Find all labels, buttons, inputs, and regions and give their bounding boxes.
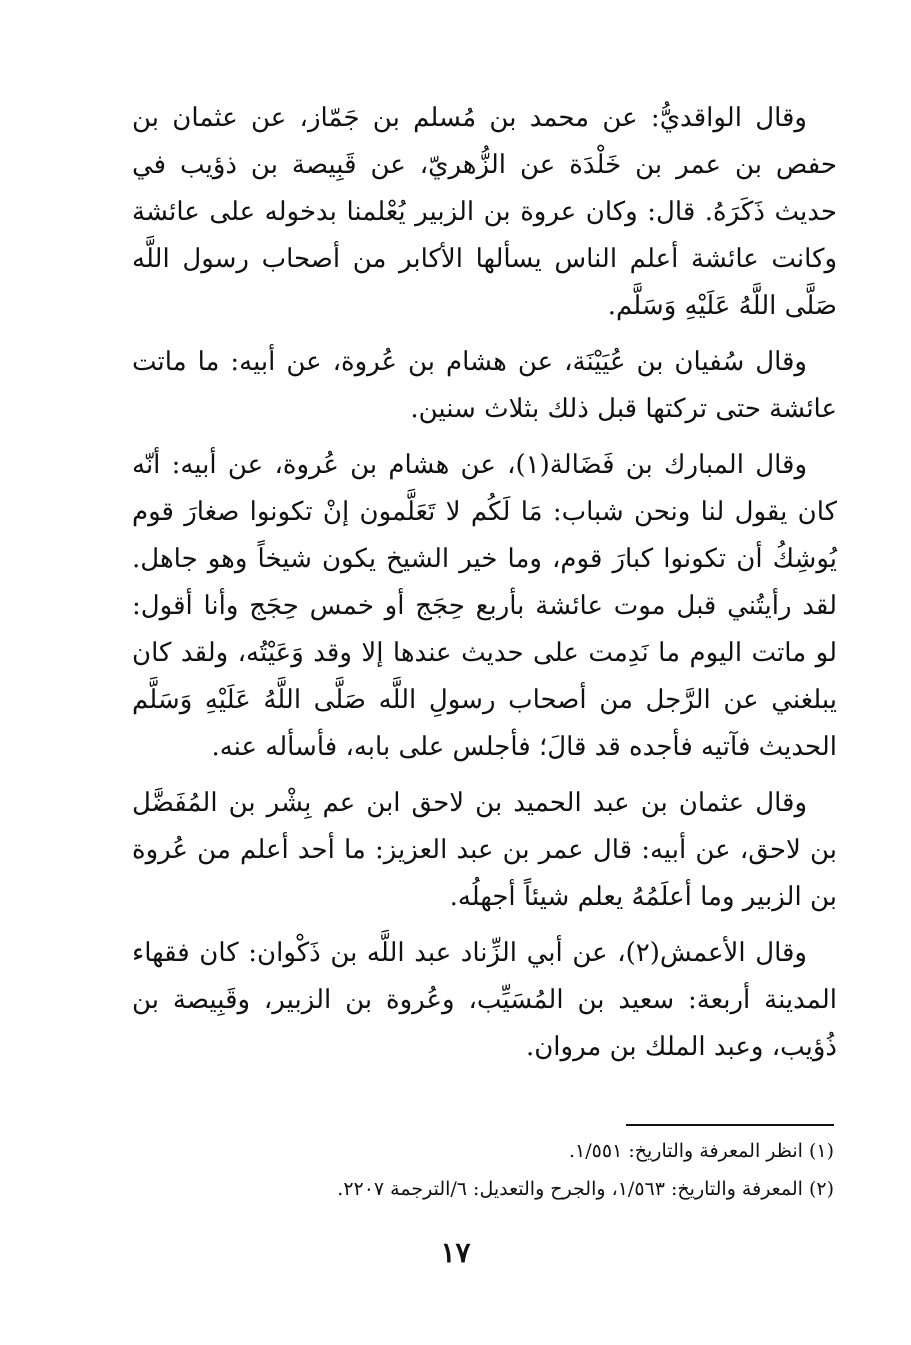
paragraph-amash: وقال الأعمش(٢)، عن أبي الزِّناد عبد اللَّه بن ذَكْوان: كان فقهاء المدينة أربعة: سعيد بن المُسَيِّب، وعُروة بن الزبير، وقَبِيصة بن ذُؤيب، وعبد الملك بن مروان. xyxy=(132,938,837,1062)
footnote-1: (١) انظر المعرفة والتاريخ: ١/٥٥١. xyxy=(569,1140,834,1162)
paragraph-waqidi: وقال الواقديُّ: عن محمد بن مُسلم بن جَمّاز، عن عثمان بن حفص بن عمر بن خَلْدَة عن الزُّهريّ، عن قَبِيصة بن ذؤيب في حديث ذَكَرَهُ. قال: وكان عروة بن الزبير يُعْلمنا بدخوله على عائشة وكانت عائشة أعلم الناس يسألها الأكابر من أصحاب رسول اللَّه صَلَّى اللَّهُ عَلَيْهِ وَسَلَّم. xyxy=(132,103,837,321)
footnote-2: (٢) المعرفة والتاريخ: ١/٥٦٣، والجرح والتعديل: ٦/الترجمة ٢٢٠٧. xyxy=(337,1178,834,1200)
paragraph-mubarak: وقال المبارك بن فَضَالة(١)، عن هشام بن عُروة، عن أبيه: أنّه كان يقول لنا ونحن شباب: مَا لَكُم لا تَعَلَّمون إنْ تكونوا صغارَ قوم يُوشِكُ أن تكونوا كبارَ قوم، وما خير الشيخ يكون شيخاً وهو جاهل. لقد رأيتُني قبل موت عائشة بأربع حِجَج أو خمس حِجَج وأنا أقول: لو ماتت اليوم ما نَدِمت على حديث عندها إلا وقد وَعَيْتُه، ولقد كان يبلغني عن الرَّجل من أصحاب رسولِ اللَّه صَلَّى اللَّهُ عَلَيْهِ وَسَلَّم الحديث فآتيه فأجده قد قالَ؛ فأجلس على بابه، فأسأله عنه. xyxy=(132,450,837,762)
paragraph-sufyan: وقال سُفيان بن عُيَيْنَة، عن هشام بن عُروة، عن أبيه: ما ماتت عائشة حتى تركتها قبل ذلك بثلاث سنين. xyxy=(132,347,837,424)
main-text xyxy=(132,95,837,1071)
page-number: ١٧ xyxy=(440,1236,471,1269)
paragraph-uthman: وقال عثمان بن عبد الحميد بن لاحق ابن عم بِشْر بن المُفَضَّل بن لاحق، عن أبيه: قال عمر بن عبد العزيز: ما أحد أعلم من عُروة بن الزبير وما أعلَمُهُ يعلم شيئاً أجهلُه. xyxy=(132,788,837,912)
footnote-divider xyxy=(626,1124,834,1126)
footnotes xyxy=(129,1132,834,1208)
